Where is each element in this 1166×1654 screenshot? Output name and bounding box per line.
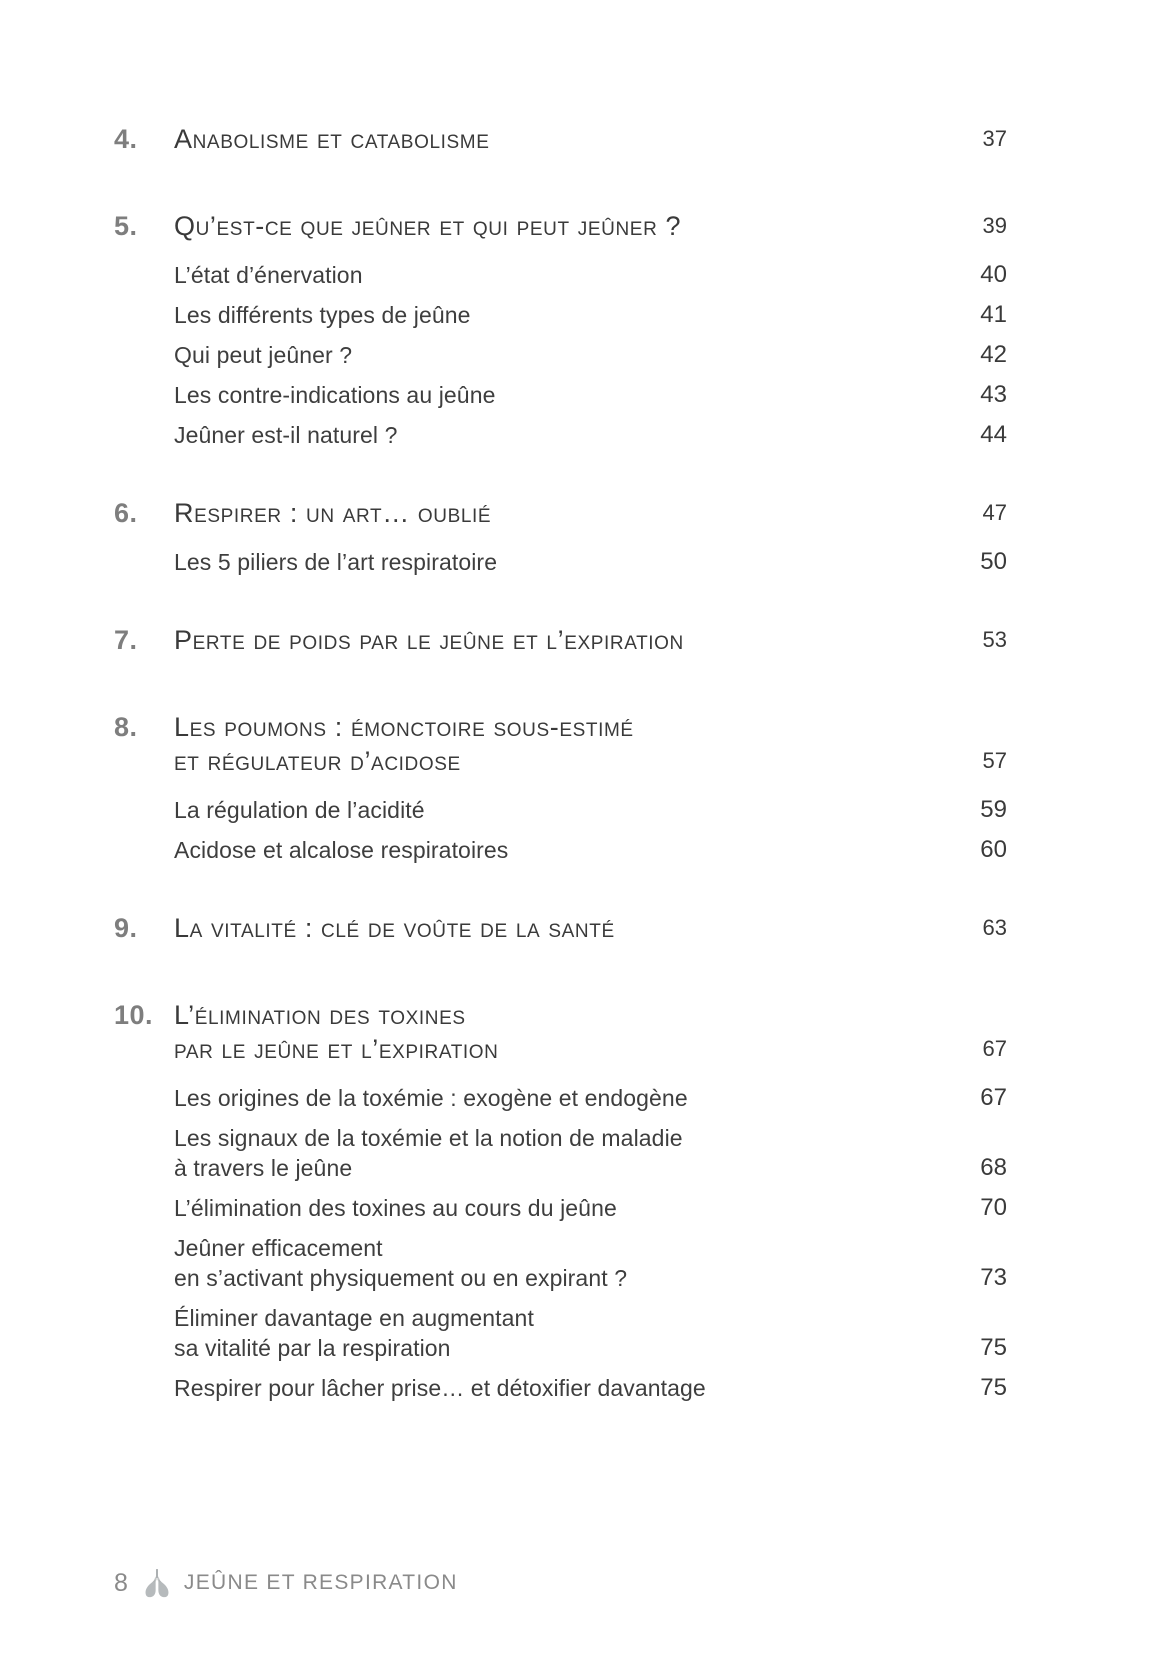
toc-sub-entry bbox=[114, 835, 1007, 865]
page-number: 39 bbox=[982, 213, 1007, 238]
toc-sub-entry bbox=[114, 1233, 1007, 1293]
section-title bbox=[174, 420, 980, 450]
page-footer bbox=[114, 1568, 458, 1598]
toc-sub-entry bbox=[114, 795, 1007, 825]
title-line: Respirer pour lâcher prise… et détoxifier davantage bbox=[174, 1375, 706, 1401]
section-title bbox=[174, 1193, 980, 1223]
title-line: Les contre-indications au jeûne bbox=[174, 382, 496, 408]
section-title bbox=[174, 1303, 980, 1363]
table-of-contents bbox=[114, 122, 1007, 1413]
title-line: Qui peut jeûner ? bbox=[174, 342, 353, 368]
lungs-icon bbox=[140, 1568, 174, 1598]
title-line: La régulation de l’acidité bbox=[174, 797, 425, 823]
section-title bbox=[174, 1123, 980, 1183]
toc-sub-entry bbox=[114, 547, 1007, 577]
title-line: Les différents types de jeûne bbox=[174, 302, 471, 328]
section-title bbox=[174, 340, 980, 370]
title-line: en s’activant physiquement ou en expirant ? bbox=[174, 1265, 628, 1291]
chapter-title bbox=[174, 209, 983, 243]
title-line: L’élimination des toxines bbox=[174, 1000, 466, 1030]
section-title bbox=[174, 795, 980, 825]
page-number: 50 bbox=[980, 548, 1007, 575]
title-line: Respirer : un art… oublié bbox=[174, 498, 492, 528]
chapter-number: 10. bbox=[114, 1000, 154, 1030]
title-line: Perte de poids par le jeûne et l’expiration bbox=[174, 625, 684, 655]
toc-sub-entry bbox=[114, 1083, 1007, 1113]
chapter-title bbox=[174, 998, 983, 1066]
toc-chapter-entry bbox=[114, 998, 1007, 1066]
section-title bbox=[174, 1373, 980, 1403]
title-line: Qu’est-ce que jeûner et qui peut jeûner ? bbox=[174, 211, 682, 241]
section-title bbox=[174, 300, 980, 330]
title-line: Les origines de la toxémie : exogène et endogène bbox=[174, 1085, 688, 1111]
page-number: 44 bbox=[980, 421, 1007, 448]
toc-sub-entry bbox=[114, 1193, 1007, 1223]
section-title bbox=[174, 547, 980, 577]
title-line: Les 5 piliers de l’art respiratoire bbox=[174, 549, 498, 575]
title-line: La vitalité : clé de voûte de la santé bbox=[174, 913, 615, 943]
toc-sub-entry bbox=[114, 300, 1007, 330]
page-number: 70 bbox=[980, 1194, 1007, 1221]
section-title bbox=[174, 1233, 980, 1293]
chapter-number: 8. bbox=[114, 712, 138, 742]
chapter-number: 5. bbox=[114, 211, 138, 241]
page-number: 37 bbox=[982, 126, 1007, 151]
toc-chapter-entry bbox=[114, 623, 1007, 657]
chapter-title bbox=[174, 122, 983, 156]
page-number: 73 bbox=[980, 1264, 1007, 1291]
page-number: 75 bbox=[980, 1374, 1007, 1401]
page-number: 59 bbox=[980, 796, 1007, 823]
section-title bbox=[174, 260, 980, 290]
title-line: Acidose et alcalose respiratoires bbox=[174, 837, 509, 863]
chapter-title bbox=[174, 623, 983, 657]
title-line: par le jeûne et l’expiration bbox=[174, 1034, 499, 1064]
section-title bbox=[174, 380, 980, 410]
page-number: 43 bbox=[980, 381, 1007, 408]
footer-book-title: JEÛNE ET RESPIRATION bbox=[183, 1571, 458, 1594]
toc-sub-entry bbox=[114, 1373, 1007, 1403]
toc-sub-entry bbox=[114, 1303, 1007, 1363]
title-line: L’état d’énervation bbox=[174, 262, 363, 288]
page-number: 60 bbox=[980, 836, 1007, 863]
toc-sub-entry bbox=[114, 340, 1007, 370]
chapter-title bbox=[174, 911, 983, 945]
toc-sub-entry bbox=[114, 420, 1007, 450]
page-number: 53 bbox=[982, 627, 1007, 652]
page-number: 68 bbox=[980, 1154, 1007, 1181]
title-line: Jeûner efficacement bbox=[174, 1235, 383, 1261]
title-line: Les signaux de la toxémie et la notion de maladie bbox=[174, 1125, 683, 1151]
page-number: 41 bbox=[980, 301, 1007, 328]
footer-page-number: 8 bbox=[114, 1569, 128, 1597]
toc-chapter-entry bbox=[114, 710, 1007, 778]
toc-chapter-entry bbox=[114, 911, 1007, 945]
title-line: à travers le jeûne bbox=[174, 1155, 353, 1181]
section-title bbox=[174, 1083, 980, 1113]
title-line: sa vitalité par la respiration bbox=[174, 1335, 451, 1361]
toc-chapter-entry bbox=[114, 209, 1007, 243]
page-number: 42 bbox=[980, 341, 1007, 368]
toc-chapter-entry bbox=[114, 122, 1007, 156]
page-number: 63 bbox=[982, 915, 1007, 940]
page-number: 40 bbox=[980, 261, 1007, 288]
chapter-number: 9. bbox=[114, 913, 138, 943]
title-line: Jeûner est-il naturel ? bbox=[174, 422, 398, 448]
toc-sub-entry bbox=[114, 260, 1007, 290]
page-number: 47 bbox=[982, 500, 1007, 525]
title-line: Éliminer davantage en augmentant bbox=[174, 1305, 534, 1331]
chapter-number: 6. bbox=[114, 498, 138, 528]
chapter-title bbox=[174, 496, 983, 530]
page-number: 57 bbox=[982, 748, 1007, 773]
page-number: 67 bbox=[980, 1084, 1007, 1111]
title-line: L’élimination des toxines au cours du jeûne bbox=[174, 1195, 617, 1221]
section-title bbox=[174, 835, 980, 865]
chapter-number: 7. bbox=[114, 625, 138, 655]
chapter-number: 4. bbox=[114, 124, 138, 154]
chapter-title bbox=[174, 710, 983, 778]
title-line: Anabolisme et catabolisme bbox=[174, 124, 490, 154]
toc-sub-entry bbox=[114, 1123, 1007, 1183]
page-number: 75 bbox=[980, 1334, 1007, 1361]
toc-chapter-entry bbox=[114, 496, 1007, 530]
title-line: Les poumons : émonctoire sous-estimé bbox=[174, 712, 634, 742]
toc-sub-entry bbox=[114, 380, 1007, 410]
page-number: 67 bbox=[982, 1036, 1007, 1061]
title-line: et régulateur d’acidose bbox=[174, 746, 461, 776]
